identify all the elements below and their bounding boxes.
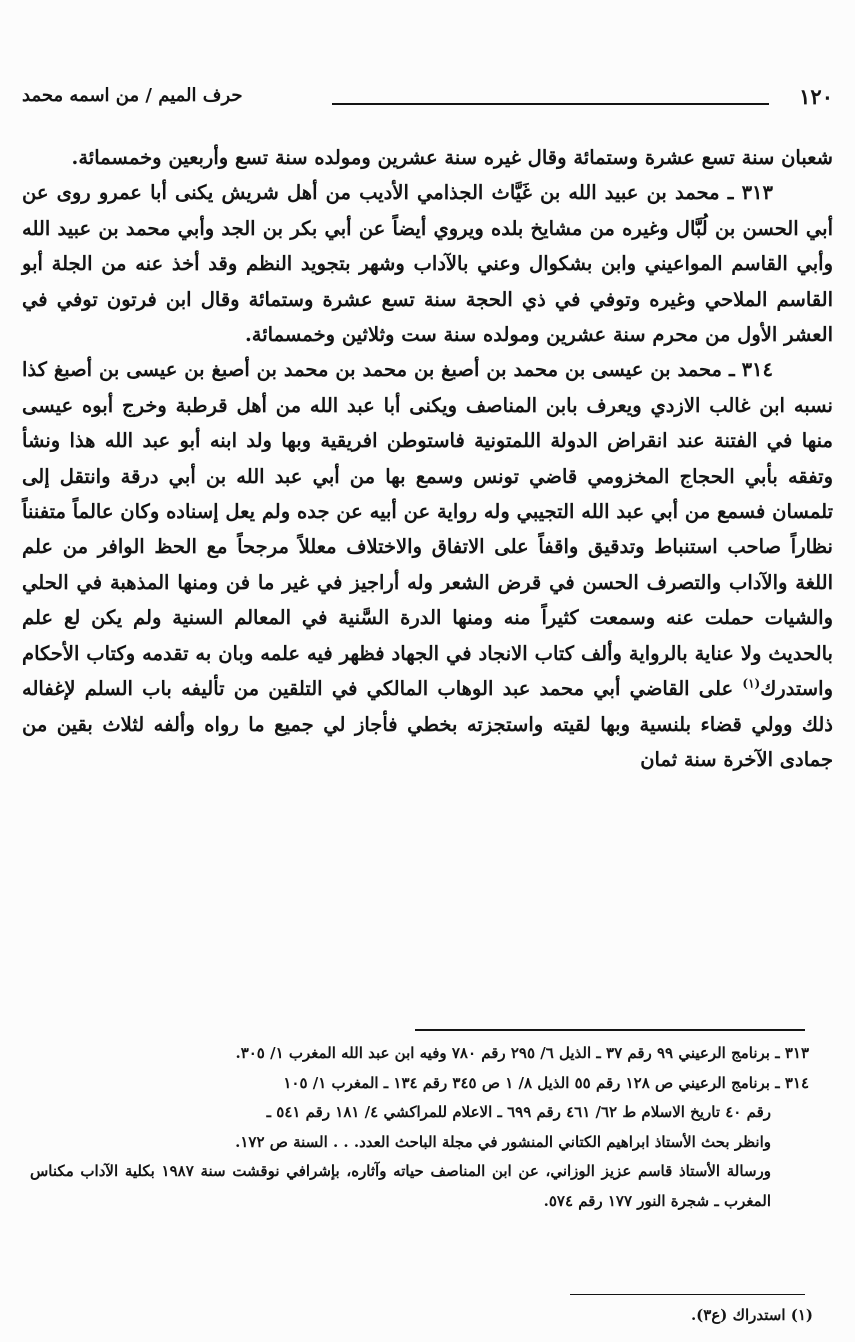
entry-text-cont: على القاضي أبي محمد عبد الوهاب المالكي في التلقين من تأليفه باب السلم لإغفاله ذلك وولي قضاء بلنسية وبها لقيته واستجزته بخطي فأجاز لي جميع ما رواه وألفه لثلاث بقين من جمادى الآخرة سنة ثمان (22, 677, 833, 771)
note-314-line: وانظر بحث الأستاذ ابراهيم الكتاني المنشور في مجلة الباحث العدد. . . السنة ص ١٧٢. (235, 1132, 771, 1151)
entry-number: ٣١٣ ـ (727, 181, 773, 205)
paragraph-continuation: شعبان سنة تسع عشرة وستمائة وقال غيره سنة عشرين ومولده سنة تسع وأربعين وخمسمائة. (71, 146, 833, 169)
footnote-rule (570, 1294, 805, 1295)
page-number: ١٢٠ (799, 84, 833, 109)
note-313: ٣١٣ ـ برنامج الرعيني ٩٩ رقم ٣٧ ـ الذيل ٦/ ٢٩٥ رقم ٧٨٠ وفيه ابن عبد الله المغرب ١/ ٣٠٥. (235, 1044, 809, 1062)
entry-text: محمد بن عبيد الله بن غَيَّاث الجذامي الأديب من أهل شريش يكنى أبا عمرو روى عن أبي الحسن بن لُبَّال وغيره من مشايخ بلده ويروي أيضاً عن أبي بكر بن الجد وأبي محمد بن عبيد الله وأبي القاسم المواعيني وابن بشكوال وعني بالآداب وشهر بتجويد النظم وقد أخذ عنه من الجلة أبو القاسم الملاحي وغيره وتوفي في ذي الحجة سنة تسع عشرة وستمائة وقال ابن فرتون توفي في العشر الأول من محرم سنة عشرين ومولده سنة ست وثلاثين وخمسمائة. (22, 181, 833, 347)
page-header (22, 84, 833, 118)
footnote: (١) استدراك (ع٣). (690, 1306, 813, 1324)
note-314-line: ورسالة الأستاذ قاسم عزيز الوزاني، عن ابن المناصف حياته وآثاره، بإشرافي نوقشت سنة ١٩٨٧ بكلية الآداب مكناس المغرب ـ شجرة النور ١٧٧ رقم ٥٧٤. (30, 1162, 771, 1210)
header-rule (332, 103, 769, 105)
source-notes (30, 1039, 809, 1217)
entry-314 (22, 352, 833, 777)
notes-rule (415, 1029, 805, 1031)
running-title: حرف الميم / من اسمه محمد (22, 85, 243, 106)
footnote-ref: (١) (742, 676, 761, 691)
main-text (22, 140, 833, 777)
note-314: ٣١٤ ـ برنامج الرعيني ص ١٢٨ رقم ٥٥ الذيل ٨/ ١ ص ٣٤٥ رقم ١٣٤ ـ المغرب ١/ ١٠٥ (283, 1073, 809, 1092)
entry-number: ٣١٤ ـ (728, 358, 773, 382)
entry-text: محمد بن عيسى بن محمد بن أصبغ بن محمد بن محمد بن أصبغ بن عيسى بن أصبغ كذا نسبه ابن غالب الازدي ويعرف بابن المناصف ويكنى أبا عبد الله من أهل قرطبة وخرج أبوه عيسى منها في الفتنة عند انقراض الدولة اللمتونية فاستوطن افريقية وبها ولد ابنه أبو عبد الله هذا ونشأ وتفقه بأبي الحجاج المخزومي قاضي تونس وسمع بها من أبي عبد الله بن أبي درقة وانتقل إلى تلمسان فسمع من أبي عبد الله التجيبي وله رواية عن أبيه عن جده ولم يعل إسناده وكان عالماً متفنناً نظاراً صاحب استنباط وتدقيق واقفاً على الاتفاق والاختلاف معللاً مرجحاً مع الحظ الوافر من علم اللغة والآداب والتصرف الحسن في قرض الشعر وله أراجيز في غير ما فن ومنها المذهبة في الحلي والشيات حملت عنه وسمعت كثيراً منه ومنها الدرة السَّنية في المعالم السنية ولم يكن لع علم بالحديث ولا عناية بالرواية وألف كتاب الانجاد في الجهاد فظهر فيه علمه وبان به تقدمه وكتاب الأحكام واستدرك (22, 358, 833, 701)
entry-313 (22, 175, 833, 352)
note-314-line: رقم ٤٠ تاريخ الاسلام ط ٦٢/ ٤٦١ رقم ٦٩٩ ـ الاعلام للمراكشي ٤/ ١٨١ رقم ٥٤١ ـ (266, 1103, 771, 1122)
